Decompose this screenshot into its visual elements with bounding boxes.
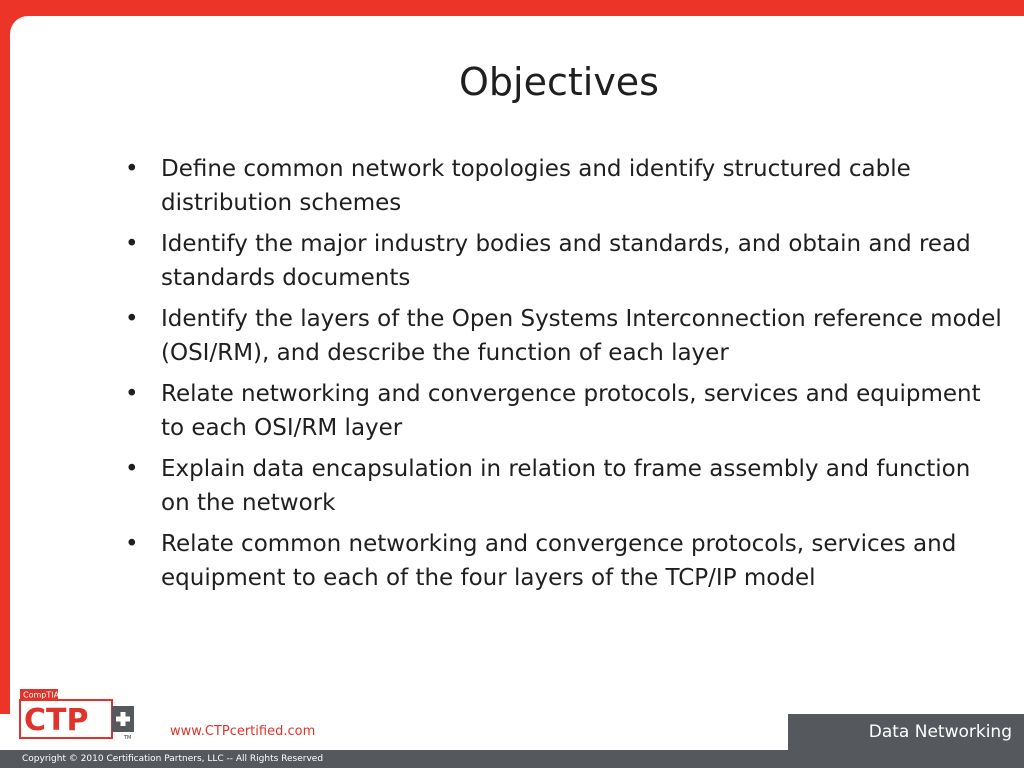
slide-title: Objectives <box>459 60 659 104</box>
bullet-icon: • <box>125 231 139 257</box>
bullet-text: Relate networking and convergence protocols, services and equipment to each OSI/RM layer <box>161 381 981 441</box>
bullet-icon: • <box>125 531 139 557</box>
logo-ctp-text: CTP <box>24 703 89 738</box>
list-item <box>125 452 1005 520</box>
copyright-bar <box>0 750 1024 768</box>
list-item <box>125 377 1005 445</box>
list-item <box>125 527 1005 595</box>
plus-icon-v <box>121 712 126 726</box>
logo-comptia-text: CompTIA <box>23 690 60 700</box>
logo-tm-text: TM <box>124 735 132 741</box>
copyright-text: Copyright © 2010 Certification Partners, LLC -- All Rights Reserved <box>22 754 324 764</box>
course-name: Data Networking <box>868 722 1012 742</box>
list-item <box>125 227 1005 295</box>
website-link[interactable]: www.CTPcertified.com <box>170 724 316 739</box>
bullet-icon: • <box>125 456 139 482</box>
bullet-icon: • <box>125 381 139 407</box>
list-item <box>125 302 1005 370</box>
bullet-text: Explain data encapsulation in relation to frame assembly and function on the network <box>161 456 971 516</box>
bullet-text: Identify the layers of the Open Systems Interconnection reference model (OSI/RM), and describe the function of each layer <box>161 306 1002 366</box>
bullet-icon: • <box>125 306 139 332</box>
course-tab <box>788 714 1024 750</box>
objectives-list <box>125 152 1005 602</box>
bullet-text: Relate common networking and convergence protocols, services and equipment to each of the four layers of the TCP/IP model <box>161 531 957 591</box>
list-item <box>125 152 1005 220</box>
bullet-icon: • <box>125 156 139 182</box>
bullet-text: Identify the major industry bodies and standards, and obtain and read standards documents <box>161 231 971 291</box>
bullet-text: Define common network topologies and identify structured cable distribution schemes <box>161 156 911 216</box>
ctp-logo <box>18 688 138 742</box>
